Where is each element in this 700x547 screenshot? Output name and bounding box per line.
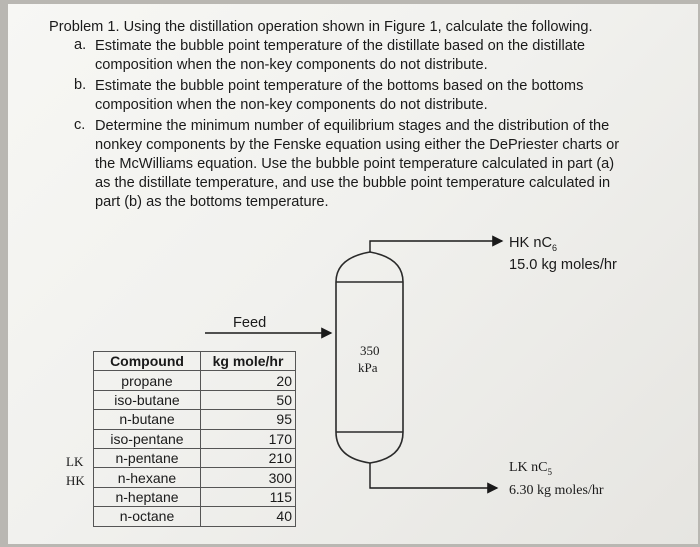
part-c-line-5: part (b) as the bottoms temperature. [95, 194, 329, 210]
feed-composition-table [93, 351, 296, 527]
part-c-line-2: nonkey components by the Fenske equation using either the DePriester charts or [95, 137, 620, 153]
part-a-line-1: Estimate the bubble point temperature of the distillate based on the distillate [95, 38, 586, 54]
feed-label: Feed [233, 315, 267, 331]
bottoms-label [509, 460, 552, 477]
part-c-line-4: as the distillate temperature, and use the bubble point temperature calculated in [95, 175, 611, 191]
distillate-line [370, 241, 502, 252]
part-b-letter: b. [74, 77, 87, 93]
compound-cell: n-octane [94, 507, 201, 526]
hk-marker: HK [66, 473, 85, 488]
compound-cell: iso-pentane [94, 429, 201, 448]
amount-cell: 40 [201, 507, 296, 526]
table-row [94, 429, 296, 448]
compound-cell: n-butane [94, 410, 201, 429]
bottoms-flow: 6.30 kg moles/hr [509, 483, 604, 498]
table-row [94, 448, 296, 467]
bottoms-tag: LK [509, 460, 528, 475]
distillate-subscript: 6 [552, 242, 558, 253]
part-c-letter: c. [74, 117, 86, 133]
amount-cell: 210 [201, 448, 296, 467]
column-pressure-value: 350 [360, 343, 380, 358]
amount-cell: 95 [201, 410, 296, 429]
table-row [94, 487, 296, 506]
compound-cell: n-hexane [94, 468, 201, 487]
distillate-tag: HK [509, 235, 530, 251]
amount-cell: 115 [201, 487, 296, 506]
bottoms-line [370, 463, 497, 488]
table-row [94, 410, 296, 429]
table-row [94, 507, 296, 526]
header-amount: kg mole/hr [201, 352, 296, 371]
table-header-row [94, 352, 296, 371]
table-row [94, 390, 296, 409]
table-row [94, 371, 296, 390]
amount-cell: 20 [201, 371, 296, 390]
amount-cell: 50 [201, 390, 296, 409]
part-b-line-2: composition when the non-key components do not distribute. [95, 97, 488, 113]
amount-cell: 170 [201, 429, 296, 448]
column-pressure-unit: kPa [358, 360, 378, 375]
distillate-component: nC [533, 235, 552, 251]
compound-cell: iso-butane [94, 390, 201, 409]
problem-intro: Problem 1. Using the distillation operation shown in Figure 1, calculate the following. [49, 19, 593, 35]
part-c-line-3: the McWilliams equation. Use the bubble point temperature calculated in part (a) [95, 156, 615, 172]
bottoms-subscript: 5 [547, 466, 553, 477]
distillate-label [509, 234, 557, 258]
compound-cell: propane [94, 371, 201, 390]
part-a-letter: a. [74, 37, 87, 53]
distillate-flow: 15.0 kg moles/hr [509, 257, 617, 273]
part-c-line-1: Determine the minimum number of equilibrium stages and the distribution of the [95, 118, 610, 134]
amount-cell: 300 [201, 468, 296, 487]
compound-cell: n-pentane [94, 448, 201, 467]
part-b-line-1: Estimate the bubble point temperature of the bottoms based on the bottoms [95, 78, 584, 94]
bottoms-component: nC [531, 460, 548, 475]
compound-cell: n-heptane [94, 487, 201, 506]
part-a-line-2: composition when the non-key components do not distribute. [95, 57, 488, 73]
lk-marker: LK [66, 454, 84, 469]
header-compound: Compound [94, 352, 201, 371]
table-row [94, 468, 296, 487]
